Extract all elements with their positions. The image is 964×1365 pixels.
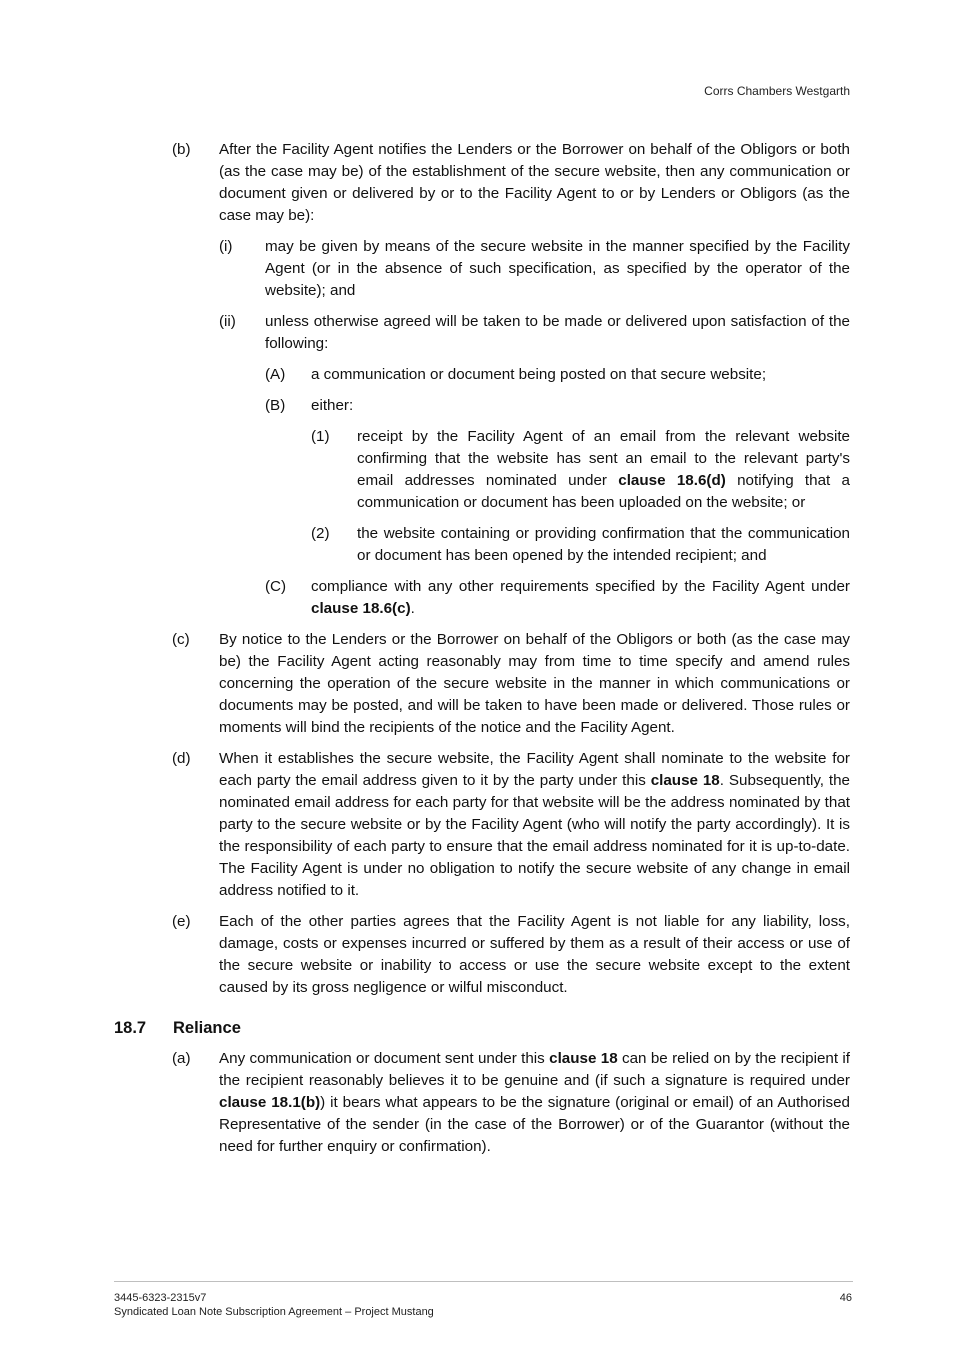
clause-b-ii-B-label: (B) bbox=[265, 397, 286, 414]
reliance-clause-a-text-post: ) it bears what appears to be the signature (original or email) of an Authorised Representative of the sender (in the case of the Borrower) or of the Guarantor (without the need for further enquiry or confirmation). bbox=[219, 1094, 850, 1155]
clause-e-text: Each of the other parties agrees that the Facility Agent is not liable for any liability, loss, damage, costs or expenses incurred or suffered by them as a result of their access or use of the secure website or inability to access or use the secure website except to the extent caused by its gross negligence or wilful misconduct. bbox=[219, 913, 850, 996]
clause-d-label: (d) bbox=[172, 750, 191, 767]
document-body bbox=[0, 139, 964, 1167]
clause-ref-18-1b: clause 18.1(b) bbox=[219, 1094, 321, 1111]
reliance-clause-a bbox=[0, 1048, 964, 1158]
clause-b-ii-C-label: (C) bbox=[265, 578, 287, 595]
clause-b bbox=[0, 139, 964, 227]
reliance-clause-a-label: (a) bbox=[172, 1050, 191, 1067]
footer-divider bbox=[114, 1281, 853, 1282]
clause-c bbox=[0, 629, 964, 739]
clause-b-i bbox=[0, 236, 964, 302]
footer-doc-ref: 3445-6323-2315v7 bbox=[114, 1292, 207, 1304]
clause-b-ii-B-1-text-pre: receipt by the Facility Agent of an email from the relevant website confirming that the website has sent an email to the relevant party's email addresses nominated under bbox=[357, 428, 850, 489]
clause-b-ii-B-text: either: bbox=[311, 397, 354, 414]
footer-page-number: 46 bbox=[839, 1292, 852, 1304]
clause-d bbox=[0, 748, 964, 902]
section-number: 18.7 bbox=[114, 1019, 147, 1037]
clause-b-i-text: may be given by means of the secure website in the manner specified by the Facility Agent (or in the absence of such specification, as specified by the operator of the website); and bbox=[265, 238, 850, 299]
clause-ref-18-6d: clause 18.6(d) bbox=[618, 472, 726, 489]
clause-c-label: (c) bbox=[172, 631, 190, 648]
clause-b-ii-B-1 bbox=[0, 426, 964, 514]
clause-ref-18: clause 18 bbox=[650, 772, 720, 789]
clause-b-ii bbox=[0, 311, 964, 355]
clause-c-text: By notice to the Lenders or the Borrower on behalf of the Obligors or both (as the case may be) the Facility Agent acting reasonably may from time to time specify and amend rules concerning the operation of the secure website in the manner in which communications or documents may be posted, and will be taken to have been made or delivered. Those rules or moments will bind the recipients of the notice and the Facility Agent. bbox=[219, 631, 850, 736]
clause-e bbox=[0, 911, 964, 999]
clause-ref-18-6c: clause 18.6(c) bbox=[311, 600, 411, 617]
clause-b-ii-B-2 bbox=[0, 523, 964, 567]
clause-b-ii-B-2-text: the website containing or providing confirmation that the communication or document has been opened by the intended recipient; and bbox=[357, 525, 850, 564]
running-header-firm: Corrs Chambers Westgarth bbox=[704, 84, 850, 98]
clause-b-ii-B-1-text-post: notifying that a communication or document has been uploaded on the website; or bbox=[357, 472, 850, 511]
clause-b-ii-A-text: a communication or document being posted on that secure website; bbox=[311, 366, 767, 383]
clause-b-text: After the Facility Agent notifies the Lenders or the Borrower on behalf of the Obligors or both (as the case may be) of the establishment of the secure website, then any communication or document given or delivered by or to the Facility Agent to or by Lenders or Obligors (as the case may be): bbox=[219, 141, 850, 224]
clause-b-ii-label: (ii) bbox=[219, 313, 236, 330]
clause-d-text-pre: When it establishes the secure website, the Facility Agent shall nominate to the website for each party the email address given to it by the party under this bbox=[219, 750, 850, 789]
clause-b-ii-B bbox=[0, 395, 964, 417]
clause-b-ii-C-text-post: . bbox=[410, 600, 415, 617]
clause-b-ii-A-label: (A) bbox=[265, 366, 286, 383]
clause-ref-18-reliance: clause 18 bbox=[549, 1050, 618, 1067]
reliance-clause-a-text-pre: Any communication or document sent under this bbox=[219, 1050, 550, 1067]
clause-b-label: (b) bbox=[172, 141, 191, 158]
clause-d-text-post: . Subsequently, the nominated email address for each party for that website will be the address nominated by that party to the secure website or by the Facility Agent (who will notify the party accordingly). It is the responsibility of each party to ensure that the email address nominated for it is up-to-date. The Facility Agent is under no obligation to notify the secure website of any change in email address notified to it. bbox=[219, 772, 851, 899]
footer-doc-title: Syndicated Loan Note Subscription Agreement – Project Mustang bbox=[114, 1306, 434, 1318]
clause-b-ii-C bbox=[0, 576, 964, 620]
clause-b-ii-text: unless otherwise agreed will be taken to be made or delivered upon satisfaction of the following: bbox=[265, 313, 850, 352]
clause-b-i-label: (i) bbox=[219, 238, 233, 255]
section-heading-reliance bbox=[0, 1017, 964, 1039]
clause-b-ii-B-1-label: (1) bbox=[311, 428, 330, 445]
reliance-clause-a-text-mid: can be relied on by the recipient if the recipient reasonably believes it to be genuine and (if such a signature is required under bbox=[219, 1050, 850, 1089]
clause-b-ii-B-2-label: (2) bbox=[311, 525, 330, 542]
clause-b-ii-C-text-pre: compliance with any other requirements specified by the Facility Agent under bbox=[311, 578, 850, 595]
clause-b-ii-A bbox=[0, 364, 964, 386]
clause-e-label: (e) bbox=[172, 913, 191, 930]
section-title: Reliance bbox=[173, 1019, 241, 1037]
